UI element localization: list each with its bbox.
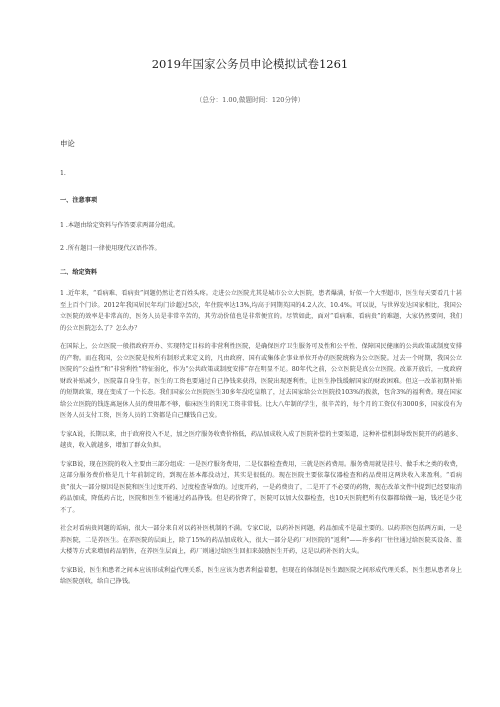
material-paragraph: 专家B说，现在医院的收入主要由三部分组成：一是医疗服务费用，二是仪器检查费用，三就是医药费用。服务费用就是挂号、做手术之类的收费，这部分服务费价格是几十年前制定的，到现在基本都没动过，其实是很低的。现在医院主要依靠仪器检查和药品费用这两块收入来盈利。“看病贵”很大一部分原因是医院和医生过度开药、过度检查导致的。过度开药，一是药费贵了，二是开了不必要的药物，现在改革文件中提到已经要取消药品加成，降低药占比，医院和医生不能通过药品挣钱。但是药价降了，医院可以加大仪器检查，也10天医院把所有仪器都给做一遍，钱还是少花不了。 <box>60 460 462 514</box>
document-title: 2019年国家公务员申论模拟试卷1261 <box>151 57 349 71</box>
material-paragraph: 专家B说，医生和患者之间本应该形成利益代理关系，医生应该为患者利益着想，但现在的体制是医生跟医院之间形成代理关系，医生想从患者身上给医院创收，给自己挣钱。 <box>60 566 462 585</box>
material-paragraph: 社会对看病贵问题的诟病，很大一部分来自对以药补医机制的不满。专家C说，以药补医问题，药品加成不是最主要的。以药养医包括两方面，一是养医院，二是养医生。在养医院的层面上，除了15%的药品加成收入，很大一部分是药厂对医院的“返利”——许多药厂往往通过给医院买设备、盖大楼等方式来增加药品销售，在养医生层面上，药厂则通过给医生回扣来鼓励医生开药，这是以药补医的大头。 <box>60 525 462 555</box>
notes-heading: 一、注意事项 <box>60 197 98 204</box>
document-subtitle: （总分：1.00,做题时间：120分钟） <box>195 96 305 104</box>
note-item: 1 .本题由给定资料与作答要求两部分组成。 <box>60 222 180 229</box>
section-label: 申论 <box>60 139 75 148</box>
materials-body <box>60 288 462 588</box>
materials-heading: 二、给定资料 <box>60 269 98 276</box>
material-paragraph: 1 .近年来，“看病难、看病贵”问题仍然让老百姓头疼。走进公立医院尤其是城市公立大医院，患者爆满，好似一个大型超市，医生每天要看几十甚至上百个门诊。2012年我国居民年均门诊超过5次，年住院率达13%,均高于同期英国的4.2人次、10.4%。可以说，与世界发达国家相比，我国公立医院的效率是非常高的，医务人员是非常辛苦的，其劳动价值也是非常便宜的。尽管如此，面对“看病难、看病贵”的难题，大家仍然要问，我们的公立医院怎么了？怎么办？ <box>60 290 462 332</box>
material-paragraph: 在国际上，公立医院一般指政府开办、实现特定目标的非营利性医院，是确保医疗卫生服务可及性和公平性、保障国民健康的公共政策或制度安排的产物。而在我国，公立医院是按所有制形式来定义的，凡由政府、国有或集体企事业单位开办的医院统称为公立医院。过去一个时期，我国公立医院的“公益性”和“非营利性”特征弱化，作为“公共政策或制度安排”存在明显不足。80年代之前，公立医院是真公立医院。改革开放后，一度政府财政补贴减少，医院靠自身生存，医生的工资也要通过自己挣钱来获得，医院出现逐利性，让医生挣钱缓解国家的财政困难。但这一改革初期补贴的短期政策，现在变成了一个长态。我们国家公立医院医生30多年没吃皇粮了，过去国家给公立医院投103%的拨款，包含3%的福利费。现在国家给公立医院的钱连离退休人员的费用都不够，临床医生的阳光工资非常低。比大八年制的学生，很辛苦的，每个月的工资仅有3000多，国家没有为医务人员支付工资，医务人员的工资都是自己赚钱自己发。 <box>60 343 462 419</box>
material-paragraph: 专家A说，长期以来，由于政府投入不足，加之医疗服务收费价格低，药品加成收入成了医院补偿的主要渠道，这种补偿机制导致医院开的药越多、越贵，收入就越多，增加了群众负担。 <box>60 430 462 449</box>
question-number: 1. <box>60 170 66 177</box>
note-item: 2 .所有题目一律使用现代汉语作答。 <box>60 245 161 252</box>
